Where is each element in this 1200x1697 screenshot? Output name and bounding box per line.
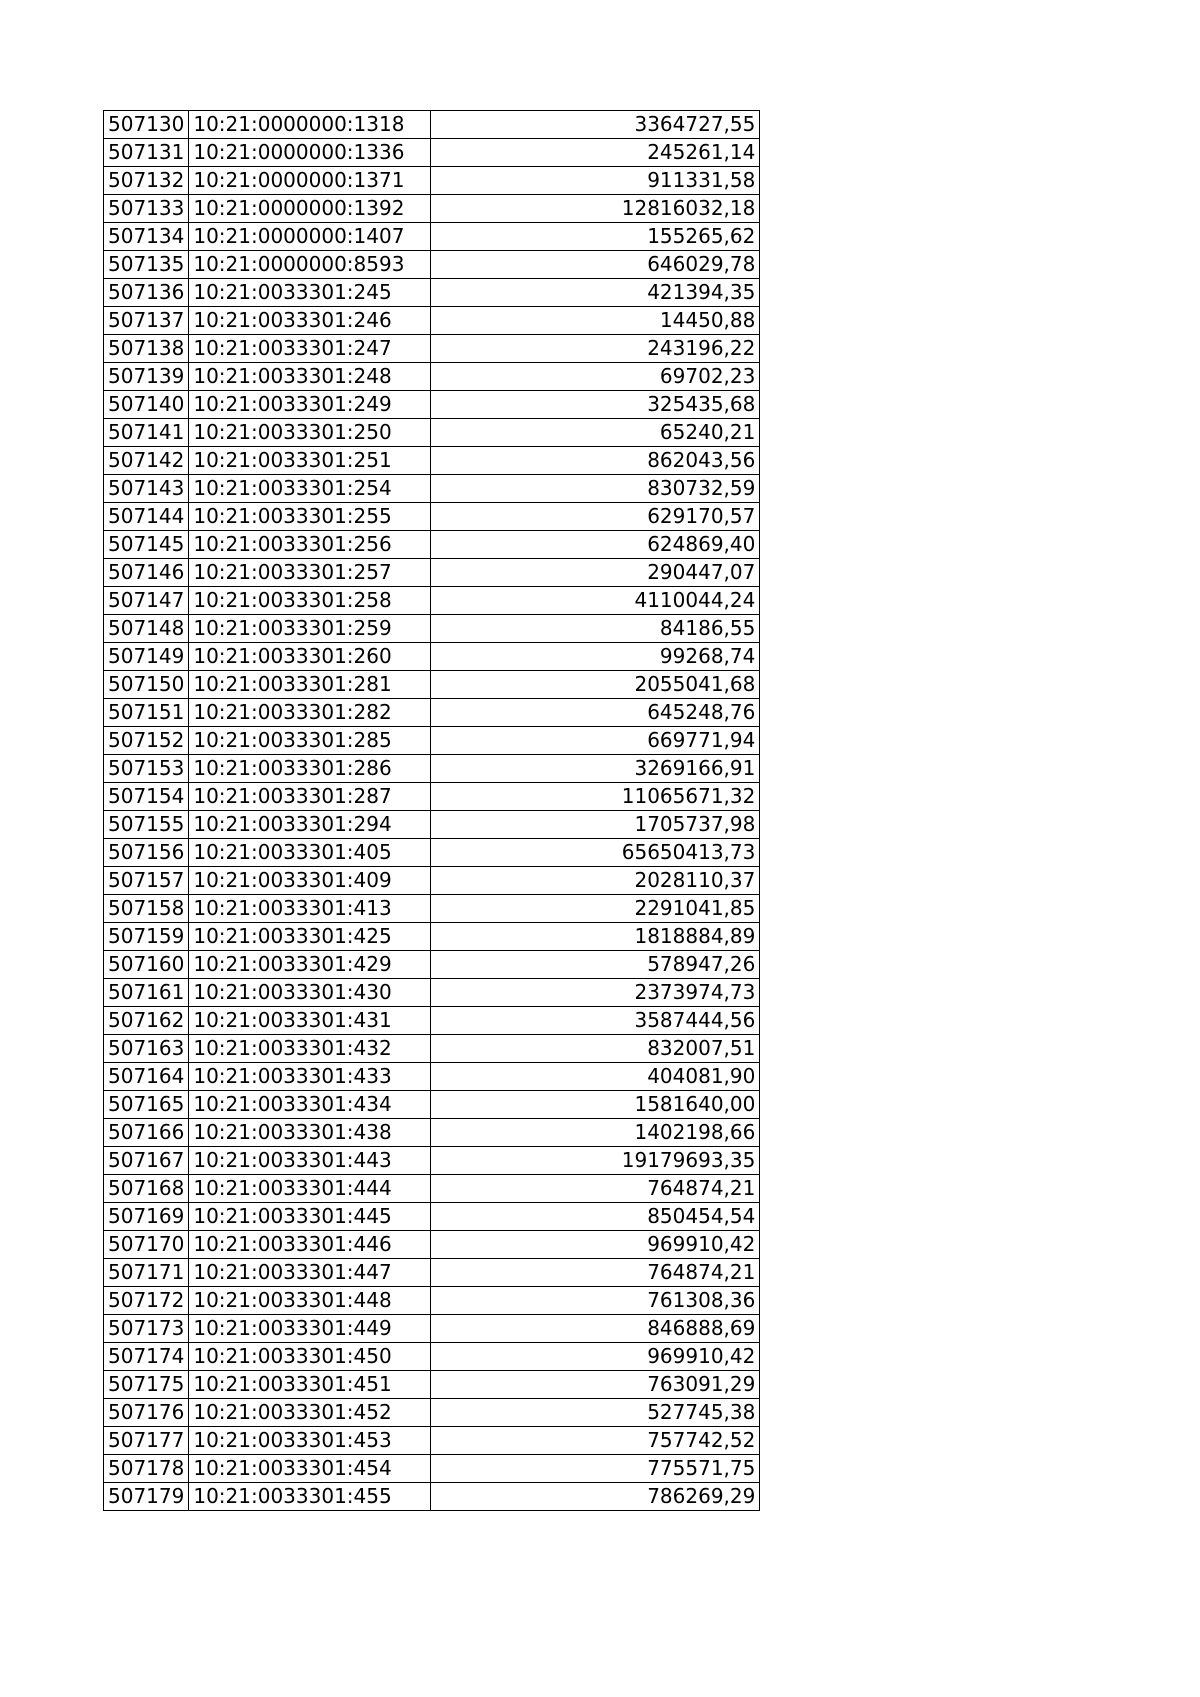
table-row	[104, 643, 760, 671]
value-cell: 2055041,68	[431, 671, 760, 699]
cadastral-number-cell: 10:21:0033301:409	[189, 867, 431, 895]
row-id-cell: 507168	[104, 1175, 189, 1203]
value-cell: 243196,22	[431, 335, 760, 363]
cadastral-number-cell: 10:21:0033301:443	[189, 1147, 431, 1175]
table-row	[104, 195, 760, 223]
value-cell: 763091,29	[431, 1371, 760, 1399]
row-id-cell: 507156	[104, 839, 189, 867]
row-id-cell: 507141	[104, 419, 189, 447]
table-row	[104, 783, 760, 811]
table-row	[104, 1063, 760, 1091]
cadastral-number-cell: 10:21:0033301:446	[189, 1231, 431, 1259]
table-row	[104, 1343, 760, 1371]
table-row	[104, 839, 760, 867]
table-row	[104, 727, 760, 755]
value-cell: 578947,26	[431, 951, 760, 979]
table-row	[104, 1315, 760, 1343]
row-id-cell: 507158	[104, 895, 189, 923]
table-row	[104, 1035, 760, 1063]
value-cell: 404081,90	[431, 1063, 760, 1091]
cadastral-number-cell: 10:21:0033301:448	[189, 1287, 431, 1315]
cadastral-number-cell: 10:21:0033301:430	[189, 979, 431, 1007]
row-id-cell: 507144	[104, 503, 189, 531]
row-id-cell: 507131	[104, 139, 189, 167]
value-cell: 14450,88	[431, 307, 760, 335]
row-id-cell: 507153	[104, 755, 189, 783]
table-row	[104, 811, 760, 839]
data-table	[103, 110, 760, 1511]
cadastral-number-cell: 10:21:0033301:282	[189, 699, 431, 727]
row-id-cell: 507170	[104, 1231, 189, 1259]
cadastral-number-cell: 10:21:0033301:259	[189, 615, 431, 643]
table-row	[104, 867, 760, 895]
cadastral-number-cell: 10:21:0033301:452	[189, 1399, 431, 1427]
cadastral-number-cell: 10:21:0033301:245	[189, 279, 431, 307]
row-id-cell: 507172	[104, 1287, 189, 1315]
row-id-cell: 507174	[104, 1343, 189, 1371]
row-id-cell: 507132	[104, 167, 189, 195]
row-id-cell: 507150	[104, 671, 189, 699]
table-row	[104, 979, 760, 1007]
table-row	[104, 1091, 760, 1119]
row-id-cell: 507177	[104, 1427, 189, 1455]
value-cell: 65650413,73	[431, 839, 760, 867]
row-id-cell: 507178	[104, 1455, 189, 1483]
table-row	[104, 1119, 760, 1147]
table-row	[104, 279, 760, 307]
table-row	[104, 1483, 760, 1511]
row-id-cell: 507148	[104, 615, 189, 643]
cadastral-number-cell: 10:21:0033301:287	[189, 783, 431, 811]
value-cell: 65240,21	[431, 419, 760, 447]
value-cell: 757742,52	[431, 1427, 760, 1455]
value-cell: 646029,78	[431, 251, 760, 279]
row-id-cell: 507165	[104, 1091, 189, 1119]
value-cell: 84186,55	[431, 615, 760, 643]
value-cell: 846888,69	[431, 1315, 760, 1343]
row-id-cell: 507130	[104, 111, 189, 139]
cadastral-number-cell: 10:21:0033301:447	[189, 1259, 431, 1287]
table-row	[104, 671, 760, 699]
table-row	[104, 951, 760, 979]
value-cell: 245261,14	[431, 139, 760, 167]
value-cell: 1705737,98	[431, 811, 760, 839]
table-row	[104, 559, 760, 587]
row-id-cell: 507161	[104, 979, 189, 1007]
value-cell: 3364727,55	[431, 111, 760, 139]
cadastral-number-cell: 10:21:0033301:449	[189, 1315, 431, 1343]
value-cell: 850454,54	[431, 1203, 760, 1231]
value-cell: 2373974,73	[431, 979, 760, 1007]
value-cell: 2028110,37	[431, 867, 760, 895]
value-cell: 911331,58	[431, 167, 760, 195]
row-id-cell: 507164	[104, 1063, 189, 1091]
table-row	[104, 223, 760, 251]
cadastral-number-cell: 10:21:0033301:432	[189, 1035, 431, 1063]
table-row	[104, 307, 760, 335]
value-cell: 969910,42	[431, 1343, 760, 1371]
value-cell: 19179693,35	[431, 1147, 760, 1175]
cadastral-number-cell: 10:21:0000000:1407	[189, 223, 431, 251]
row-id-cell: 507163	[104, 1035, 189, 1063]
row-id-cell: 507146	[104, 559, 189, 587]
cadastral-number-cell: 10:21:0033301:444	[189, 1175, 431, 1203]
value-cell: 775571,75	[431, 1455, 760, 1483]
cadastral-number-cell: 10:21:0033301:434	[189, 1091, 431, 1119]
cadastral-number-cell: 10:21:0033301:249	[189, 391, 431, 419]
row-id-cell: 507143	[104, 475, 189, 503]
value-cell: 12816032,18	[431, 195, 760, 223]
row-id-cell: 507175	[104, 1371, 189, 1399]
cadastral-number-cell: 10:21:0033301:258	[189, 587, 431, 615]
value-cell: 862043,56	[431, 447, 760, 475]
row-id-cell: 507140	[104, 391, 189, 419]
row-id-cell: 507176	[104, 1399, 189, 1427]
row-id-cell: 507152	[104, 727, 189, 755]
cadastral-number-cell: 10:21:0033301:255	[189, 503, 431, 531]
value-cell: 761308,36	[431, 1287, 760, 1315]
cadastral-number-cell: 10:21:0000000:1318	[189, 111, 431, 139]
table-row	[104, 1175, 760, 1203]
value-cell: 1581640,00	[431, 1091, 760, 1119]
cadastral-number-cell: 10:21:0033301:445	[189, 1203, 431, 1231]
value-cell: 1402198,66	[431, 1119, 760, 1147]
row-id-cell: 507149	[104, 643, 189, 671]
row-id-cell: 507138	[104, 335, 189, 363]
value-cell: 764874,21	[431, 1259, 760, 1287]
table-row	[104, 587, 760, 615]
table-row	[104, 475, 760, 503]
table-row	[104, 363, 760, 391]
value-cell: 669771,94	[431, 727, 760, 755]
cadastral-number-cell: 10:21:0033301:431	[189, 1007, 431, 1035]
row-id-cell: 507154	[104, 783, 189, 811]
cadastral-number-cell: 10:21:0033301:251	[189, 447, 431, 475]
row-id-cell: 507157	[104, 867, 189, 895]
value-cell: 645248,76	[431, 699, 760, 727]
value-cell: 3269166,91	[431, 755, 760, 783]
value-cell: 830732,59	[431, 475, 760, 503]
value-cell: 969910,42	[431, 1231, 760, 1259]
cadastral-number-cell: 10:21:0000000:8593	[189, 251, 431, 279]
row-id-cell: 507135	[104, 251, 189, 279]
value-cell: 2291041,85	[431, 895, 760, 923]
cadastral-number-cell: 10:21:0033301:285	[189, 727, 431, 755]
cadastral-number-cell: 10:21:0033301:455	[189, 1483, 431, 1511]
cadastral-number-cell: 10:21:0033301:246	[189, 307, 431, 335]
cadastral-number-cell: 10:21:0000000:1392	[189, 195, 431, 223]
cadastral-number-cell: 10:21:0033301:248	[189, 363, 431, 391]
value-cell: 629170,57	[431, 503, 760, 531]
table-row	[104, 139, 760, 167]
row-id-cell: 507134	[104, 223, 189, 251]
row-id-cell: 507137	[104, 307, 189, 335]
table-row	[104, 1231, 760, 1259]
cadastral-number-cell: 10:21:0033301:451	[189, 1371, 431, 1399]
value-cell: 325435,68	[431, 391, 760, 419]
row-id-cell: 507151	[104, 699, 189, 727]
value-cell: 764874,21	[431, 1175, 760, 1203]
table-row	[104, 615, 760, 643]
cadastral-number-cell: 10:21:0033301:425	[189, 923, 431, 951]
table-row	[104, 1147, 760, 1175]
cadastral-number-cell: 10:21:0033301:281	[189, 671, 431, 699]
cadastral-number-cell: 10:21:0033301:405	[189, 839, 431, 867]
cadastral-number-cell: 10:21:0033301:256	[189, 531, 431, 559]
cadastral-number-cell: 10:21:0000000:1371	[189, 167, 431, 195]
cadastral-number-cell: 10:21:0033301:453	[189, 1427, 431, 1455]
table-row	[104, 1455, 760, 1483]
cadastral-number-cell: 10:21:0033301:294	[189, 811, 431, 839]
table-row	[104, 167, 760, 195]
row-id-cell: 507167	[104, 1147, 189, 1175]
row-id-cell: 507173	[104, 1315, 189, 1343]
table-row	[104, 111, 760, 139]
table-row	[104, 1427, 760, 1455]
value-cell: 99268,74	[431, 643, 760, 671]
table-row	[104, 531, 760, 559]
value-cell: 527745,38	[431, 1399, 760, 1427]
table-row	[104, 1399, 760, 1427]
table-row	[104, 755, 760, 783]
table-row	[104, 699, 760, 727]
row-id-cell: 507145	[104, 531, 189, 559]
cadastral-number-cell: 10:21:0033301:254	[189, 475, 431, 503]
value-cell: 4110044,24	[431, 587, 760, 615]
table-row	[104, 1203, 760, 1231]
cadastral-number-cell: 10:21:0033301:257	[189, 559, 431, 587]
table-row	[104, 251, 760, 279]
table-row	[104, 503, 760, 531]
row-id-cell: 507142	[104, 447, 189, 475]
table-row	[104, 335, 760, 363]
row-id-cell: 507160	[104, 951, 189, 979]
cadastral-number-cell: 10:21:0033301:438	[189, 1119, 431, 1147]
row-id-cell: 507147	[104, 587, 189, 615]
table-row	[104, 1287, 760, 1315]
table-row	[104, 447, 760, 475]
table-row	[104, 1259, 760, 1287]
cadastral-number-cell: 10:21:0033301:429	[189, 951, 431, 979]
cadastral-number-cell: 10:21:0033301:250	[189, 419, 431, 447]
row-id-cell: 507179	[104, 1483, 189, 1511]
table-body	[104, 111, 760, 1511]
row-id-cell: 507139	[104, 363, 189, 391]
cadastral-number-cell: 10:21:0033301:413	[189, 895, 431, 923]
cadastral-number-cell: 10:21:0033301:454	[189, 1455, 431, 1483]
value-cell: 155265,62	[431, 223, 760, 251]
table-row	[104, 1371, 760, 1399]
table-row	[104, 923, 760, 951]
value-cell: 421394,35	[431, 279, 760, 307]
cadastral-number-cell: 10:21:0033301:247	[189, 335, 431, 363]
value-cell: 3587444,56	[431, 1007, 760, 1035]
value-cell: 786269,29	[431, 1483, 760, 1511]
row-id-cell: 507155	[104, 811, 189, 839]
row-id-cell: 507159	[104, 923, 189, 951]
table-row	[104, 895, 760, 923]
value-cell: 69702,23	[431, 363, 760, 391]
cadastral-number-cell: 10:21:0033301:433	[189, 1063, 431, 1091]
row-id-cell: 507133	[104, 195, 189, 223]
row-id-cell: 507136	[104, 279, 189, 307]
value-cell: 11065671,32	[431, 783, 760, 811]
cadastral-number-cell: 10:21:0033301:260	[189, 643, 431, 671]
cadastral-number-cell: 10:21:0033301:450	[189, 1343, 431, 1371]
row-id-cell: 507166	[104, 1119, 189, 1147]
cadastral-number-cell: 10:21:0000000:1336	[189, 139, 431, 167]
value-cell: 624869,40	[431, 531, 760, 559]
table-row	[104, 391, 760, 419]
row-id-cell: 507171	[104, 1259, 189, 1287]
row-id-cell: 507162	[104, 1007, 189, 1035]
value-cell: 832007,51	[431, 1035, 760, 1063]
table-row	[104, 1007, 760, 1035]
cadastral-number-cell: 10:21:0033301:286	[189, 755, 431, 783]
table-row	[104, 419, 760, 447]
value-cell: 1818884,89	[431, 923, 760, 951]
row-id-cell: 507169	[104, 1203, 189, 1231]
value-cell: 290447,07	[431, 559, 760, 587]
